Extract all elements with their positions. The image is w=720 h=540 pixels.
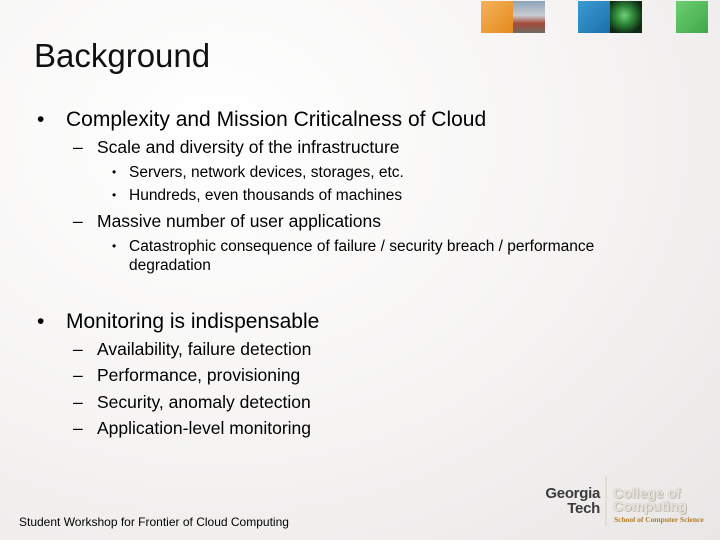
dash-marker: – <box>73 365 83 385</box>
blue-tile <box>578 1 610 33</box>
slide-title: Background <box>34 37 211 74</box>
slide-footer: Student Workshop for Frontier of Cloud Computing <box>19 515 289 529</box>
bullet-scale-diversity: Scale and diversity of the infrastructure <box>97 137 400 157</box>
green-tile <box>676 1 708 33</box>
bullet-marker: • <box>37 310 45 333</box>
small-bullet-marker: • <box>112 188 117 202</box>
logo-divider <box>605 476 607 526</box>
small-bullet-marker: • <box>112 165 117 179</box>
bullet-application-level: Application-level monitoring <box>97 418 311 438</box>
logo-school-text: School of Computer Science <box>614 515 704 524</box>
bullet-hundreds: Hundreds, even thousands of machines <box>129 187 403 204</box>
dash-marker: – <box>73 137 83 157</box>
dash-marker: – <box>73 339 83 359</box>
bullet-availability: Availability, failure detection <box>97 339 312 359</box>
orange-tile <box>481 1 513 33</box>
bullet-catastrophic: Catastrophic consequence of failure / security breach / performance <box>129 238 595 255</box>
small-bullet-marker: • <box>112 239 117 253</box>
bullet-security: Security, anomaly detection <box>97 392 311 412</box>
logo-tech-text: Tech <box>567 500 600 517</box>
bullet-servers: Servers, network devices, storages, etc. <box>129 164 404 181</box>
logo-college-line2: Computing <box>613 498 687 514</box>
bullet-user-apps: Massive number of user applications <box>97 211 382 231</box>
bullet-marker: • <box>37 108 45 131</box>
logo-college-line1: College of <box>613 485 681 501</box>
network-photo-tile <box>610 1 642 33</box>
bullet-catastrophic-continuation: degradation <box>129 257 211 274</box>
dash-marker: – <box>73 418 83 438</box>
bullet-performance: Performance, provisioning <box>97 365 301 385</box>
georgia-tech-logo <box>536 476 708 526</box>
dash-marker: – <box>73 392 83 412</box>
bullet-complexity: Complexity and Mission Criticalness of Cloud <box>66 108 487 131</box>
dash-marker: – <box>73 211 83 231</box>
college-of-computing-wordmark <box>613 487 687 513</box>
logo-georgia-text: Georgia <box>545 485 600 502</box>
georgia-tech-wordmark <box>536 486 600 516</box>
bullet-monitoring: Monitoring is indispensable <box>66 310 320 333</box>
campus-photo-tile <box>513 1 545 33</box>
